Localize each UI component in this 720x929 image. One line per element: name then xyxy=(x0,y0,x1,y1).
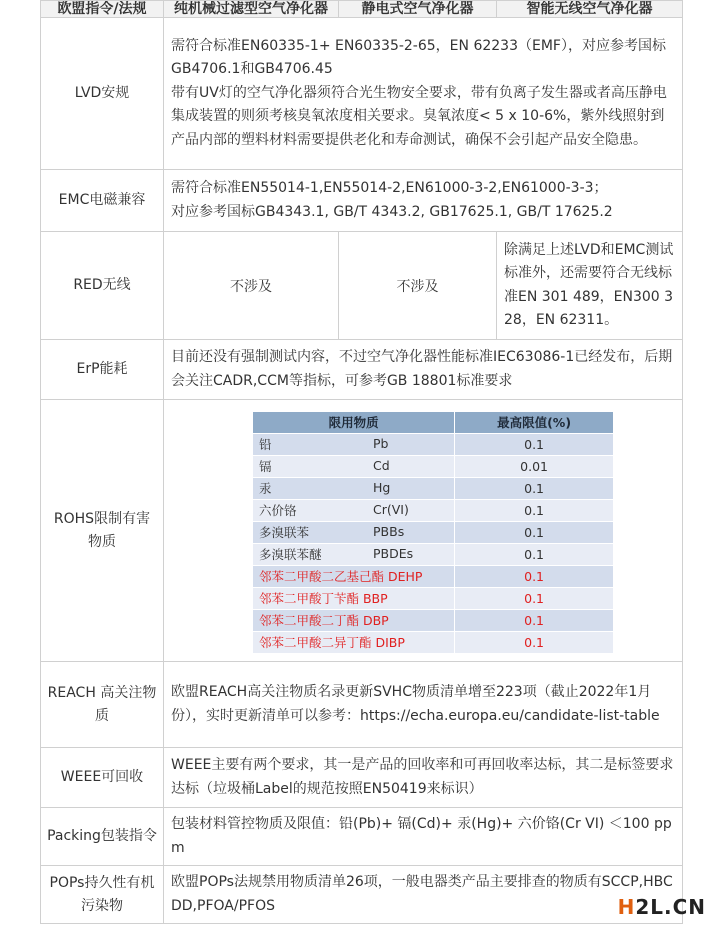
rohs-substance-row xyxy=(253,543,614,565)
header-mechanical: 纯机械过滤型空气净化器 xyxy=(164,1,339,18)
rohs-substance-row xyxy=(253,587,614,609)
table-row-weee xyxy=(41,748,683,808)
row-text-reach: 欧盟REACH高关注物质名录更新SVHC物质清单增至223项（截止2022年1月份），实时更新清单可以参考：https://echa.europa.eu/candidate-list-table xyxy=(164,662,683,748)
row-text-weee: WEEE主要有两个要求，其一是产品的回收率和可再回收率达标，其二是标签要求达标（垃圾桶Label的规范按照EN50419来标识） xyxy=(164,748,683,808)
table-row-lvd xyxy=(41,18,683,170)
rohs-substance-name: 邻苯二甲酸二丁酯 DBP xyxy=(253,609,455,631)
red-electrostatic: 不涉及 xyxy=(339,232,497,340)
row-label-red: RED无线 xyxy=(41,232,164,340)
rohs-substance-table xyxy=(252,411,614,654)
header-smart-wireless: 智能无线空气净化器 xyxy=(497,1,683,18)
rohs-substance-cell xyxy=(253,499,455,521)
table-row-erp xyxy=(41,340,683,400)
row-text-packing: 包装材料管控物质及限值：铅(Pb)+ 镉(Cd)+ 汞(Hg)+ 六价铬(Cr VI) ＜100 ppm xyxy=(164,808,683,866)
rohs-substance-name: 邻苯二甲酸二乙基己酯 DEHP xyxy=(253,565,455,587)
rohs-substance-cell xyxy=(253,521,455,543)
rohs-header-limit: 最高限值(%) xyxy=(455,411,614,433)
rohs-substance-name: 邻苯二甲酸丁苄酯 BBP xyxy=(253,587,455,609)
header-directive: 欧盟指令/法规 xyxy=(41,1,164,18)
row-label-reach: REACH 高关注物质 xyxy=(41,662,164,748)
rohs-substance-limit: 0.1 xyxy=(455,609,614,631)
rohs-substance-limit: 0.1 xyxy=(455,477,614,499)
row-text-emc: 需符合标准EN55014-1,EN55014-2,EN61000-3-2,EN61000-3-3； 对应参考国标GB4343.1, GB/T 4343.2, GB17625.1, GB/T 17625.2 xyxy=(164,170,683,232)
table-row-reach xyxy=(41,662,683,748)
rohs-substance-row xyxy=(253,499,614,521)
red-smart-wireless: 除满足上述LVD和EMC测试标准外，还需要符合无线标准EN 301 489，EN300 328，EN 62311。 xyxy=(497,232,683,340)
rohs-substance-limit: 0.1 xyxy=(455,521,614,543)
row-text-pops: 欧盟POPs法规禁用物质清单26项，一般电器类产品主要排查的物质有SCCP,HBCDD,PFOA/PFOS xyxy=(164,866,683,924)
rohs-substance-row xyxy=(253,477,614,499)
table-row-packing xyxy=(41,808,683,866)
rohs-substance-limit: 0.1 xyxy=(455,499,614,521)
rohs-substance-symbol: Hg xyxy=(373,479,391,495)
row-text-erp: 目前还没有强制测试内容，不过空气净化器性能标准IEC63086-1已经发布，后期会关注CADR,CCM等指标，可参考GB 18801标准要求 xyxy=(164,340,683,400)
h2l-watermark-logo: H2L.CN xyxy=(617,895,706,919)
row-label-rohs: ROHS限制有害物质 xyxy=(41,400,164,662)
table-row-red xyxy=(41,232,683,340)
row-label-erp: ErP能耗 xyxy=(41,340,164,400)
regulation-table-container xyxy=(40,0,682,924)
rohs-substance-symbol: Cr(VI) xyxy=(373,501,409,517)
row-label-pops: POPs持久性有机污染物 xyxy=(41,866,164,924)
rohs-substance-limit: 0.1 xyxy=(455,433,614,455)
rohs-substance-row xyxy=(253,521,614,543)
rohs-substance-cell xyxy=(253,477,455,499)
red-mechanical: 不涉及 xyxy=(164,232,339,340)
rohs-substance-limit: 0.1 xyxy=(455,587,614,609)
table-header-row xyxy=(41,1,683,18)
table-row-rohs xyxy=(41,400,683,662)
rohs-substance-limit: 0.1 xyxy=(455,543,614,565)
rohs-substance-name: 多溴联苯 xyxy=(259,525,310,540)
rohs-substance-cell xyxy=(253,433,455,455)
rohs-substance-name: 邻苯二甲酸二异丁酯 DIBP xyxy=(253,631,455,653)
rohs-cell xyxy=(164,400,683,662)
rohs-substance-row xyxy=(253,631,614,653)
row-label-weee: WEEE可回收 xyxy=(41,748,164,808)
table-row-emc xyxy=(41,170,683,232)
rohs-substance-name: 多溴联苯醚 xyxy=(259,547,322,562)
header-electrostatic: 静电式空气净化器 xyxy=(339,1,497,18)
rohs-substance-row xyxy=(253,565,614,587)
rohs-substance-symbol: Cd xyxy=(373,457,390,473)
rohs-substance-limit: 0.1 xyxy=(455,631,614,653)
rohs-substance-name: 铅 xyxy=(259,437,272,452)
rohs-substance-row xyxy=(253,609,614,631)
rohs-substance-symbol: PBDEs xyxy=(373,545,414,561)
rohs-header-substance: 限用物质 xyxy=(253,411,455,433)
rohs-substance-cell xyxy=(253,455,455,477)
rohs-substance-name: 汞 xyxy=(259,481,272,496)
rohs-substance-limit: 0.1 xyxy=(455,565,614,587)
rohs-substance-name: 六价铬 xyxy=(259,503,297,518)
table-row-pops xyxy=(41,866,683,924)
row-label-lvd: LVD安规 xyxy=(41,18,164,170)
row-label-emc: EMC电磁兼容 xyxy=(41,170,164,232)
rohs-substance-row xyxy=(253,433,614,455)
rohs-substance-limit: 0.01 xyxy=(455,455,614,477)
rohs-substance-name: 镉 xyxy=(259,459,272,474)
rohs-substance-row xyxy=(253,455,614,477)
regulation-table xyxy=(40,0,683,924)
rohs-substance-cell xyxy=(253,543,455,565)
row-label-packing: Packing包装指令 xyxy=(41,808,164,866)
rohs-substance-symbol: PBBs xyxy=(373,523,405,539)
rohs-substance-symbol: Pb xyxy=(373,435,389,451)
row-text-lvd: 需符合标准EN60335-1+ EN60335-2-65，EN 62233（EMF），对应参考国标GB4706.1和GB4706.45 带有UV灯的空气净化器须符合光生物安全要求，带有负离子发生器或者高压静电集成装置的则须考核臭氧浓度相关要求。臭氧浓度< 5 x 10-6%，紫外线照射到产品内部的塑料材料需要提供老化和寿命测试，确保不会引起产品安全隐患。 xyxy=(164,18,683,170)
